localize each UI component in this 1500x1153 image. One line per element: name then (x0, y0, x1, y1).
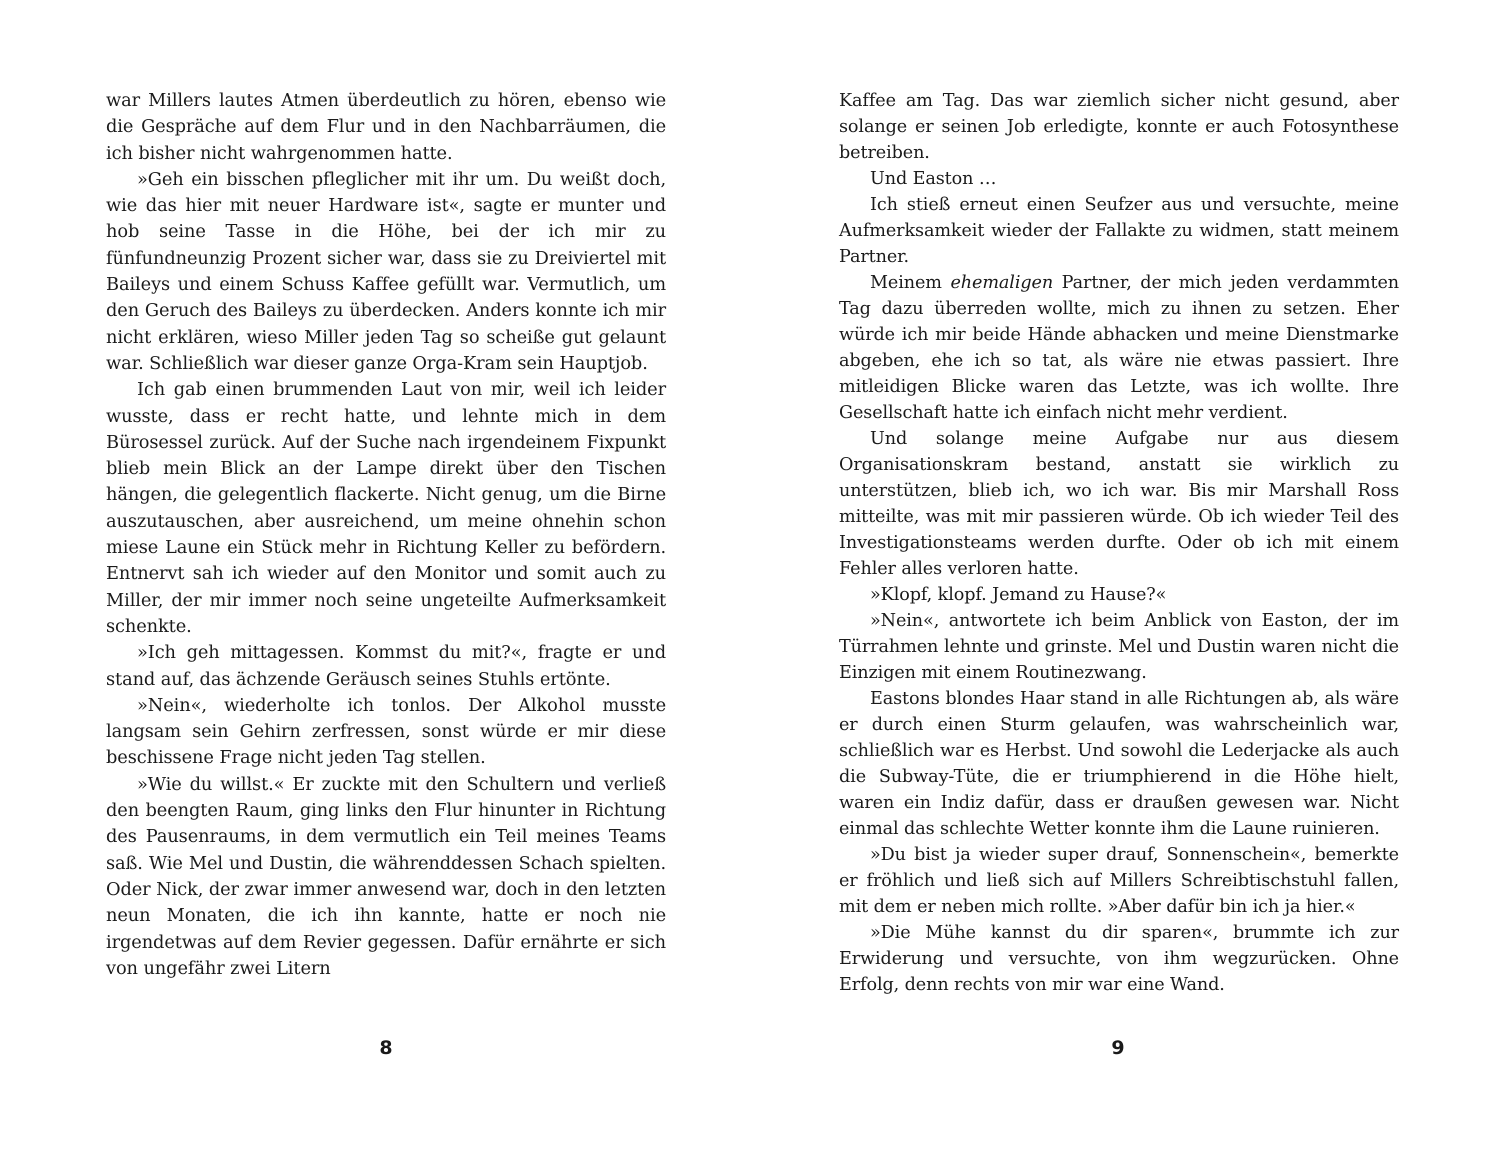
paragraph: war Millers lautes Atmen überdeutlich zu hören, ebenso wie die Gespräche auf dem Flur und in den Nachbarräumen, die ich bisher nicht wahrgenommen hatte. (106, 90, 666, 164)
paragraph: Und Easton … (870, 169, 997, 189)
emphasized-word: ehemaligen (950, 273, 1054, 293)
paragraph-rest: Partner, der mich jeden verdammten Tag dazu überreden wollte, mich zu ihnen zu setzen. Eher würde ich mir beide Hände abhacken und meine Dienstmarke abgeben, ehe ich so tat, als wäre nie etwas passiert. Ihre mitleidigen Blicke waren das Letzte, was ich wollte. Ihre Gesellschaft hatte ich einfach nicht mehr verdient. (839, 273, 1400, 423)
paragraph: »Die Mühe kannst du dir sparen«, brummte ich zur Erwiderung und versuchte, von ihm wegzurücken. Ohne Erfolg, denn rechts von mir war eine Wand. (839, 923, 1399, 995)
left-page-text (106, 88, 666, 982)
page-number-left: 8 (379, 1037, 393, 1059)
paragraph: Und solange meine Aufgabe nur aus diesem Organisationskram bestand, anstatt sie wirklich zu unterstützen, blieb ich, wo ich war. Bis mir Marshall Ross mitteilte, was mit mir passieren würde. Ob ich wieder Teil des Investigationsteams werden durfte. Oder ob ich mit einem Fehler alles verloren hatte. (839, 429, 1399, 579)
paragraph: Ich stieß erneut einen Seufzer aus und versuchte, meine Aufmerksamkeit wieder der Fallakte zu widmen, statt meinem Partner. (839, 195, 1399, 267)
right-page-text (839, 88, 1399, 998)
page-number-right: 9 (1111, 1037, 1125, 1059)
paragraph: »Du bist ja wieder super drauf, Sonnenschein«, bemerkte er fröhlich und ließ sich auf Millers Schreibtischstuhl fallen, mit dem er neben mich rollte. »Aber dafür bin ich ja hier.« (839, 845, 1399, 917)
paragraph: »Geh ein bisschen pfleglicher mit ihr um. Du weißt doch, wie das hier mit neuer Hardware ist«, sagte er munter und hob seine Tasse in die Höhe, bei der ich mir zu fünfundneunzig Prozent sicher war, dass sie zu Dreiviertel mit Baileys und einem Schuss Kaffee gefüllt war. Vermutlich, um den Geruch des Baileys zu überdecken. Anders konnte ich mir nicht erklären, wieso Miller jeden Tag so scheiße gut gelaunt war. Schließlich war dieser ganze Orga-Kram sein Hauptjob. (106, 168, 666, 374)
paragraph: »Nein«, wiederholte ich tonlos. Der Alkohol musste langsam sein Gehirn zerfressen, sonst würde er mir diese beschissene Frage nicht jeden Tag stellen. (106, 694, 666, 769)
paragraph: Ich gab einen brummenden Laut von mir, weil ich leider wusste, dass er recht hatte, und lehnte mich in dem Bürosessel zurück. Auf der Suche nach irgendeinem Fixpunkt blieb mein Blick an der Lampe direkt über den Tischen hängen, die gelegentlich flackerte. Nicht genug, um die Birne auszutauschen, aber ausreichend, um meine ohnehin schon miese Laune ein Stück mehr in Richtung Keller zu befördern. Entnervt sah ich wieder auf den Monitor und somit auch zu Miller, der mir immer noch seine ungeteilte Aufmerksamkeit schenkte. (106, 379, 666, 637)
paragraph (839, 270, 1399, 426)
paragraph: »Nein«, antwortete ich beim Anblick von Easton, der im Türrahmen lehnte und grinste. Mel und Dustin waren nicht die Einzigen mit einem Routinezwang. (839, 611, 1399, 683)
paragraph: Kaffee am Tag. Das war ziemlich sicher nicht gesund, aber solange er seinen Job erledigte, konnte er auch Fotosynthese betreiben. (839, 91, 1399, 163)
paragraph-start: Meinem (870, 273, 951, 293)
paragraph: »Ich geh mittagessen. Kommst du mit?«, fragte er und stand auf, das ächzende Geräusch seines Stuhls ertönte. (106, 642, 666, 690)
paragraph: »Klopf, klopf. Jemand zu Hause?« (870, 585, 1167, 605)
paragraph: »Wie du willst.« Er zuckte mit den Schultern und verließ den beengten Raum, ging links den Flur hinunter in Richtung des Pausenraums, in dem vermutlich ein Teil meines Teams saß. Wie Mel und Dustin, die währenddessen Schach spielten. Oder Nick, der zwar immer anwesend war, doch in den letzten neun Monaten, die ich ihn kannte, hatte er noch nie irgendetwas auf dem Revier gegessen. Dafür ernährte er sich von ungefähr zwei Litern (106, 773, 666, 979)
paragraph: Eastons blondes Haar stand in alle Richtungen ab, als wäre er durch einen Sturm gelaufen, was wahrscheinlich war, schließlich war es Herbst. Und sowohl die Lederjacke als auch die Subway-Tüte, die er triumphierend in die Höhe hielt, waren ein Indiz dafür, dass er draußen gewesen war. Nicht einmal das schlechte Wetter konnte ihm die Laune ruinieren. (839, 689, 1399, 839)
